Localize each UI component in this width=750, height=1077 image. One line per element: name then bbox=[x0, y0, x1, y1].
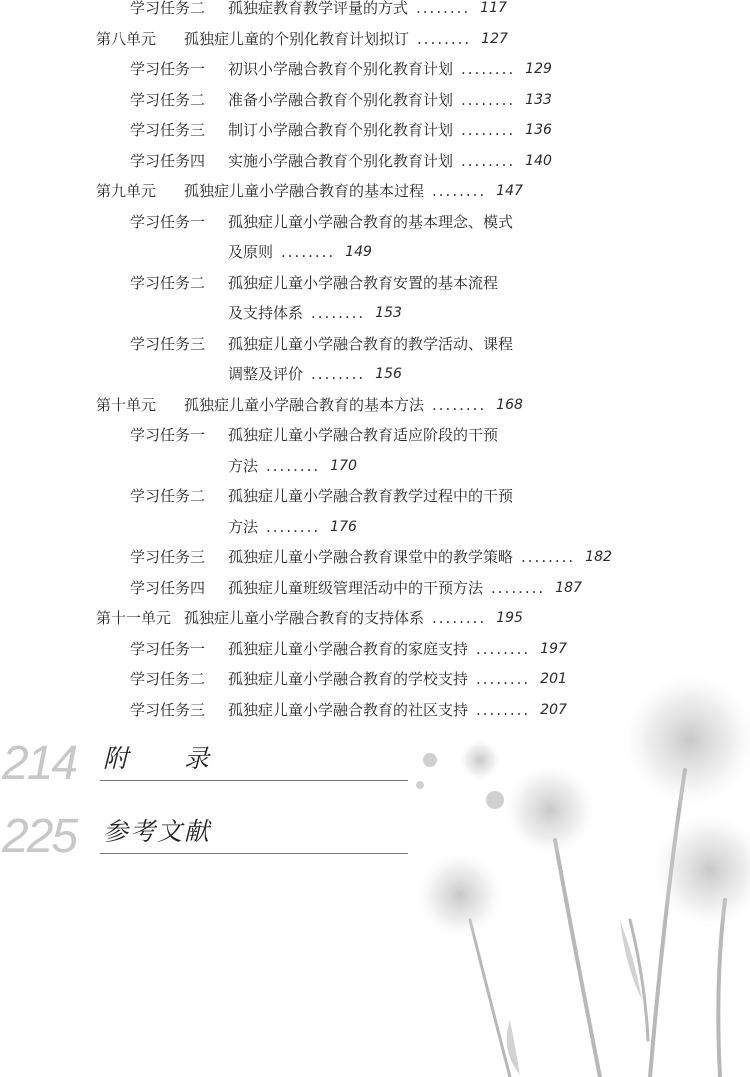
toc-entry-label: 学习任务二 bbox=[130, 273, 206, 292]
appendix-underline bbox=[100, 853, 408, 854]
toc-entry-title: 孤独症教育教学评量的方式 bbox=[228, 0, 409, 17]
toc-page-number: 156 bbox=[375, 366, 402, 382]
toc-entry-label: 学习任务四 bbox=[130, 151, 206, 170]
toc-page-number: 136 bbox=[525, 122, 552, 138]
flower-heads bbox=[415, 670, 750, 940]
toc-dot-leader: ........ bbox=[476, 639, 531, 658]
toc-entry-title: 孤独症儿童小学融合教育的学校支持 bbox=[228, 670, 469, 688]
toc-dot-leader: ........ bbox=[476, 700, 531, 719]
toc-dot-leader: ........ bbox=[416, 0, 471, 17]
appendix-underline bbox=[100, 780, 408, 781]
toc-task-entry[interactable] bbox=[130, 119, 552, 141]
toc-page-number: 182 bbox=[585, 549, 612, 565]
toc-dot-leader: ........ bbox=[432, 395, 487, 414]
toc-entry-label: 学习任务二 bbox=[130, 487, 206, 505]
appendix-page-number: 225 bbox=[2, 810, 77, 863]
toc-entry-title: 及支持体系 bbox=[228, 304, 304, 322]
toc-task-entry[interactable] bbox=[130, 211, 513, 233]
toc-page-number: 176 bbox=[330, 518, 357, 535]
toc-dot-leader: ........ bbox=[476, 670, 531, 688]
toc-entry-label: 学习任务四 bbox=[130, 578, 206, 597]
toc-unit-entry[interactable] bbox=[96, 394, 523, 416]
toc-page-number: 201 bbox=[540, 671, 567, 687]
toc-entry-title: 孤独症儿童班级管理活动中的干预方法 bbox=[228, 578, 484, 597]
appendix-entry[interactable] bbox=[0, 811, 420, 871]
toc-entry-label: 学习任务三 bbox=[130, 334, 206, 353]
toc-page-number: 153 bbox=[375, 305, 402, 321]
toc-task-entry[interactable] bbox=[130, 546, 612, 568]
toc-entry-label: 学习任务三 bbox=[130, 121, 206, 139]
toc-task-entry[interactable] bbox=[228, 516, 357, 538]
toc-unit-entry[interactable] bbox=[96, 28, 508, 50]
toc-entry-title: 孤独症儿童小学融合教育课堂中的教学策略 bbox=[228, 548, 514, 566]
appendix-title: 参考文献 bbox=[103, 819, 212, 846]
toc-entry-label: 学习任务三 bbox=[130, 700, 206, 719]
toc-dot-leader: ........ bbox=[266, 456, 321, 475]
toc-unit-entry[interactable] bbox=[96, 180, 523, 202]
appendix-entry[interactable] bbox=[0, 738, 420, 798]
toc-page-number: 168 bbox=[496, 396, 523, 413]
toc-page-number: 140 bbox=[525, 152, 552, 169]
appendix-page-number: 214 bbox=[2, 737, 77, 790]
toc-page-number: 147 bbox=[496, 183, 523, 199]
toc-task-entry[interactable] bbox=[130, 333, 513, 355]
toc-page-number: 129 bbox=[525, 61, 552, 77]
toc-task-entry[interactable] bbox=[130, 577, 582, 599]
toc-entry-title: 孤独症儿童小学融合教育适应阶段的干预 bbox=[228, 426, 499, 444]
toc-entry-title: 孤独症儿童小学融合教育的社区支持 bbox=[228, 700, 469, 719]
toc-entry-title: 及原则 bbox=[228, 243, 274, 261]
toc-page-number: 197 bbox=[540, 640, 567, 657]
appendix-title: 附 录 bbox=[103, 746, 212, 773]
toc-page-number: 117 bbox=[480, 0, 507, 16]
toc-entry-title: 孤独症儿童小学融合教育的基本理念、模式 bbox=[228, 212, 514, 231]
toc-entry-label: 学习任务二 bbox=[130, 0, 206, 17]
toc-dot-leader: ........ bbox=[461, 90, 516, 109]
toc-page-number: 149 bbox=[345, 244, 372, 260]
toc-entry-title: 准备小学融合教育个别化教育计划 bbox=[228, 90, 454, 109]
toc-task-entry[interactable] bbox=[228, 241, 372, 263]
toc-task-entry[interactable] bbox=[130, 485, 513, 507]
toc-task-entry[interactable] bbox=[130, 58, 552, 80]
toc-entry-title: 孤独症儿童小学融合教育的基本方法 bbox=[184, 395, 425, 414]
toc-entry-label: 学习任务三 bbox=[130, 548, 206, 566]
toc-entry-title: 初识小学融合教育个别化教育计划 bbox=[228, 60, 454, 78]
toc-dot-leader: ........ bbox=[432, 609, 487, 627]
toc-page-number: 187 bbox=[555, 579, 582, 596]
toc-entry-title: 孤独症儿童小学融合教育教学过程中的干预 bbox=[228, 487, 514, 505]
toc-entry-title: 孤独症儿童小学融合教育的家庭支持 bbox=[228, 639, 469, 658]
toc-entry-title: 实施小学融合教育个别化教育计划 bbox=[228, 151, 454, 170]
toc-dot-leader: ........ bbox=[266, 517, 321, 536]
toc-entry-label: 第十一单元 bbox=[96, 609, 172, 627]
toc-entry-title: 孤独症儿童小学融合教育的支持体系 bbox=[184, 609, 425, 627]
toc-dot-leader: ........ bbox=[311, 365, 366, 383]
toc-page-number: 133 bbox=[525, 91, 552, 108]
toc-entry-label: 学习任务一 bbox=[130, 212, 206, 231]
toc-dot-leader: ........ bbox=[281, 243, 336, 261]
toc-page-number: 170 bbox=[330, 457, 357, 474]
toc-entry-title: 孤独症儿童小学融合教育安置的基本流程 bbox=[228, 273, 499, 292]
toc-entry-label: 第十单元 bbox=[96, 395, 157, 414]
toc-task-entry[interactable] bbox=[130, 424, 498, 446]
toc-entry-label: 学习任务二 bbox=[130, 670, 206, 688]
toc-task-entry[interactable] bbox=[130, 272, 498, 294]
toc-task-entry[interactable] bbox=[130, 89, 552, 111]
toc-entry-title: 方法 bbox=[228, 456, 259, 475]
toc-dot-leader: ........ bbox=[461, 60, 516, 78]
toc-page-number: 195 bbox=[496, 610, 523, 626]
toc-entry-title: 孤独症儿童小学融合教育的教学活动、课程 bbox=[228, 334, 514, 353]
toc-dot-leader: ........ bbox=[432, 182, 487, 200]
toc-page-number: 207 bbox=[540, 701, 567, 718]
dandelion-flowers-icon bbox=[380, 620, 750, 1077]
toc-dot-leader: ........ bbox=[417, 29, 472, 48]
toc-dot-leader: ........ bbox=[461, 121, 516, 139]
toc-task-entry[interactable] bbox=[228, 302, 402, 324]
toc-entry-label: 学习任务一 bbox=[130, 426, 206, 444]
toc-page-number: 127 bbox=[481, 30, 508, 47]
toc-task-entry[interactable] bbox=[228, 363, 402, 385]
toc-entry-label: 第八单元 bbox=[96, 29, 157, 48]
toc-dot-leader: ........ bbox=[491, 578, 546, 597]
toc-task-entry[interactable] bbox=[130, 0, 507, 19]
toc-entry-title: 调整及评价 bbox=[228, 365, 304, 383]
toc-entry-title: 制订小学融合教育个别化教育计划 bbox=[228, 121, 454, 139]
toc-dot-leader: ........ bbox=[521, 548, 576, 566]
toc-entry-title: 孤独症儿童小学融合教育的基本过程 bbox=[184, 182, 425, 200]
toc-dot-leader: ........ bbox=[461, 151, 516, 170]
toc-entry-label: 第九单元 bbox=[96, 182, 157, 200]
toc-task-entry[interactable] bbox=[228, 455, 357, 477]
toc-task-entry[interactable] bbox=[130, 150, 552, 172]
toc-entry-label: 学习任务一 bbox=[130, 60, 206, 78]
toc-dot-leader: ........ bbox=[311, 304, 366, 322]
toc-entry-title: 孤独症儿童的个别化教育计划拟订 bbox=[184, 29, 410, 48]
toc-entry-label: 学习任务二 bbox=[130, 90, 206, 109]
toc-entry-label: 学习任务一 bbox=[130, 639, 206, 658]
toc-entry-title: 方法 bbox=[228, 517, 259, 536]
